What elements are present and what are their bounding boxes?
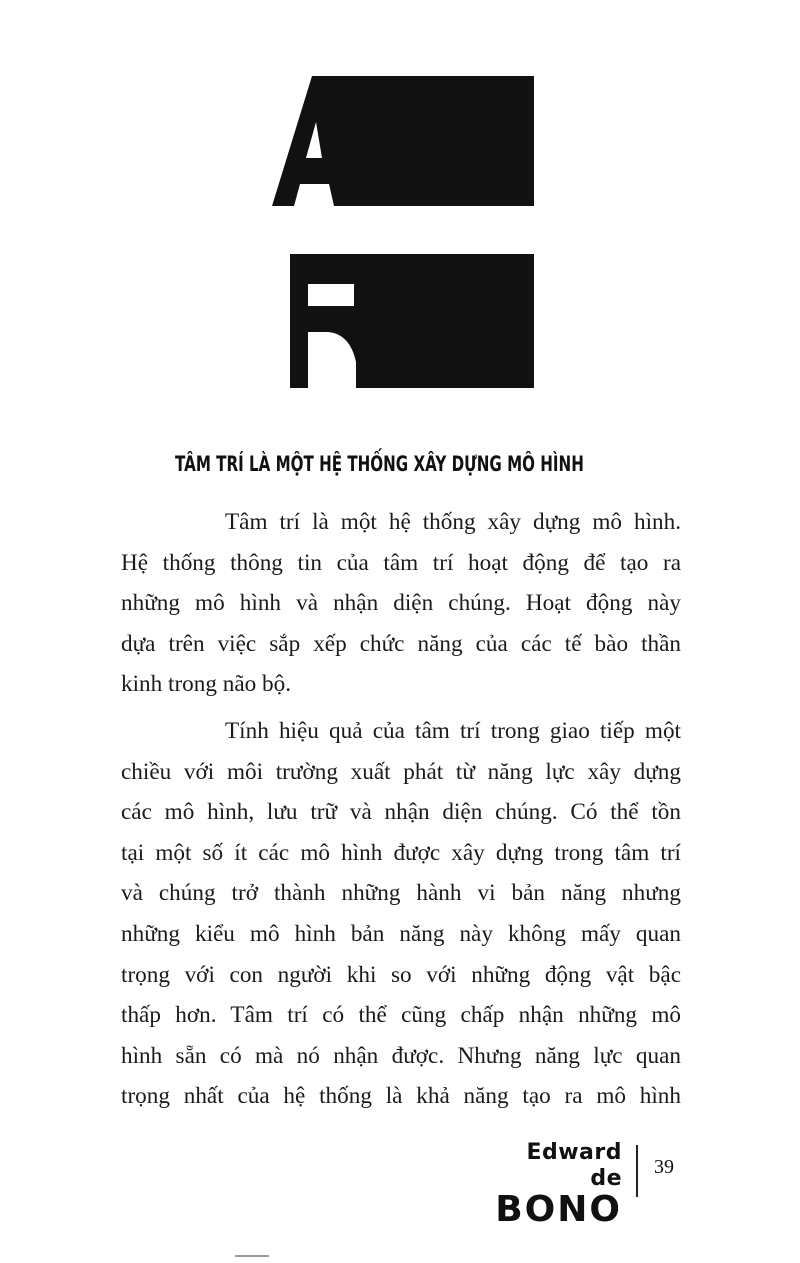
body-text [121,502,681,1117]
author-brand [490,1140,622,1228]
text-line: hình sẵn có mà nó nhận được. Nhưng năng lực quan [121,1042,681,1069]
text-line: kinh trong não bộ. [121,671,292,698]
af-logo [272,72,536,390]
page-number: 39 [654,1156,674,1178]
text-line: chiều với môi trường xuất phát từ năng lực xây dựng [121,758,681,785]
text-line: các mô hình, lưu trữ và nhận diện chúng. Có thể tồn [121,799,681,826]
paragraph-2 [121,711,681,1117]
text-line: Tính hiệu quả của tâm trí trong giao tiếp một [225,717,681,744]
author-brand-line2: BONO [495,1189,622,1230]
scan-mark [235,1255,269,1257]
text-line: dựa trên việc sắp xếp chức năng của các tế bào thần [121,630,681,657]
text-line: Tâm trí là một hệ thống xây dựng mô hình. [225,509,681,535]
section-heading: TÂM TRÍ LÀ MỘT HỆ THỐNG XÂY DỰNG MÔ HÌNH [175,452,584,476]
text-line: trọng với con người khi so với những động vật bậc [121,961,681,988]
text-line: trọng nhất của hệ thống là khả năng tạo ra mô hình [121,1083,681,1110]
text-line: Hệ thống thông tin của tâm trí hoạt động để tạo ra [121,549,681,576]
text-line: và chúng trở thành những hành vi bản năng nhưng [121,880,681,907]
author-brand-line1: Edward de [526,1140,622,1191]
text-line: tại một số ít các mô hình được xây dựng trong tâm trí [121,839,681,866]
af-letter-block-logo-icon [272,72,536,390]
text-line: những kiểu mô hình bản năng này không mấy quan [121,920,681,947]
text-line: những mô hình và nhận diện chúng. Hoạt động này [121,590,681,617]
footer-divider [636,1145,638,1197]
text-line: thấp hơn. Tâm trí có thể cũng chấp nhận những mô [121,1002,681,1029]
paragraph-1 [121,502,681,705]
